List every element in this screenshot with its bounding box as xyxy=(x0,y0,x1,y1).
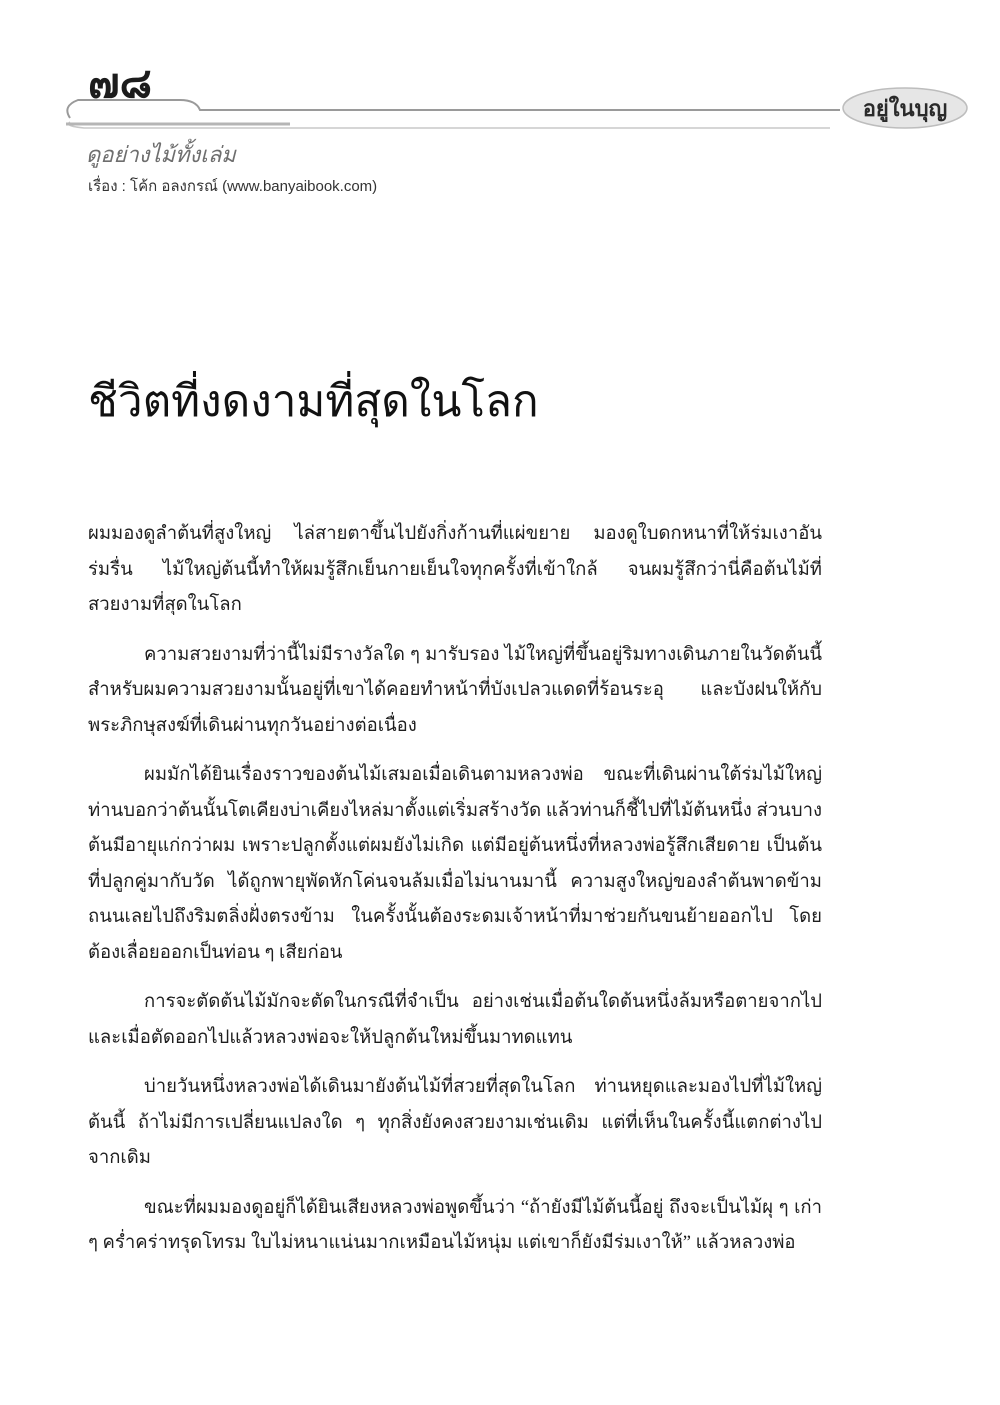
paragraph: ความสวยงามที่ว่านี้ไม่มีรางวัลใด ๆ มารับรอง ไม้ใหญ่ที่ขึ้นอยู่ริมทางเดินภายในวัดต้นนี้ สำหรับผมความสวยงามนั้นอยู่ที่เขาได้คอยทำหน้าที่บังเปลวแดดที่ร้อนระอุ และบังฝนให้กับพระภิกษุสงฆ์ที่เดินผ่านทุกวันอย่างต่อเนื่อง xyxy=(88,644,822,736)
paragraph: บ่ายวันหนึ่งหลวงพ่อได้เดินมายังต้นไม้ที่สวยที่สุดในโลก ท่านหยุดและมองไปที่ไม้ใหญ่ต้นนี้ ถ้าไม่มีการเปลี่ยนแปลงใด ๆ ทุกสิ่งยังคงสวยงามเช่นเดิม แต่ที่เห็นในครั้งนี้แตกต่างไปจากเดิม xyxy=(88,1077,822,1168)
paragraph: ผมมองดูลำต้นที่สูงใหญ่ ไล่สายตาขึ้นไปยังกิ่งก้านที่แผ่ขยาย มองดูใบดกหนาที่ให้ร่มเงาอันร่มรื่น ไม้ใหญ่ต้นนี้ทำให้ผมรู้สึกเย็นกายเย็นใจทุกครั้งที่เข้าใกล้ จนผมรู้สึกว่านี่คือต้นไม้ที่สวยงามที่สุดในโลก xyxy=(88,524,822,615)
page-header xyxy=(0,0,1000,200)
section-logo xyxy=(86,134,286,174)
paragraph: ผมมักได้ยินเรื่องราวของต้นไม้เสมอเมื่อเดินตามหลวงพ่อ ขณะที่เดินผ่านใต้ร่มไม้ใหญ่ ท่านบอกว่าต้นนั้นโตเคียงบ่าเคียงไหล่มาตั้งแต่เริ่มสร้างวัด แล้วท่านก็ชี้ไปที่ไม้ต้นหนึ่ง ส่วนบางต้นมีอายุแก่กว่าผม เพราะปลูกตั้งแต่ผมยังไม่เกิด แต่มีอยู่ต้นหนึ่งที่หลวงพ่อรู้สึกเสียดาย เป็นต้นที่ปลูกคู่มากับวัด ได้ถูกพายุพัดหักโค่นจนล้มเมื่อไม่นานมานี้ ความสูงใหญ่ของลำต้นพาดข้ามถนนเลยไปถึงริมตลิ่งฝั่งตรงข้าม ในครั้งนั้นต้องระดมเจ้าหน้าที่มาช่วยกันขนย้ายออกไป โดยต้องเลื่อยออกเป็นท่อน ๆ เสียก่อน xyxy=(88,765,822,963)
page-number: ๗๘ xyxy=(88,58,152,107)
paragraph: ขณะที่ผมมองดูอยู่ก็ได้ยินเสียงหลวงพ่อพูดขึ้นว่า “ถ้ายังมีไม้ต้นนี้อยู่ ถึงจะเป็นไม้ผุ ๆ เก่า ๆ คร่ำคร่าทรุดโทรม ใบไม่หนาแน่นมากเหมือนไม้หนุ่ม แต่เขาก็ยังมีร่มเงาให้” แล้วหลวงพ่อ xyxy=(88,1197,822,1253)
brand-logo-text: อยู่ในบุญ xyxy=(862,97,948,122)
paragraph: การจะตัดต้นไม้มักจะตัดในกรณีที่จำเป็น อย่างเช่นเมื่อต้นใดต้นหนึ่งล้มหรือตายจากไป และเมื่อตัดออกไปแล้วหลวงพ่อจะให้ปลูกต้นใหม่ขึ้นมาทดแทน xyxy=(88,992,822,1048)
byline: เรื่อง : โค้ก อลงกรณ์ (www.banyaibook.com) xyxy=(88,178,378,195)
article-title: ชีวิตที่งดงามที่สุดในโลก xyxy=(88,377,539,426)
brand-logo xyxy=(833,80,973,134)
article-body xyxy=(88,517,822,1276)
section-logo-text: ดูอย่างไม้ทั้งเล่ม xyxy=(86,143,236,168)
